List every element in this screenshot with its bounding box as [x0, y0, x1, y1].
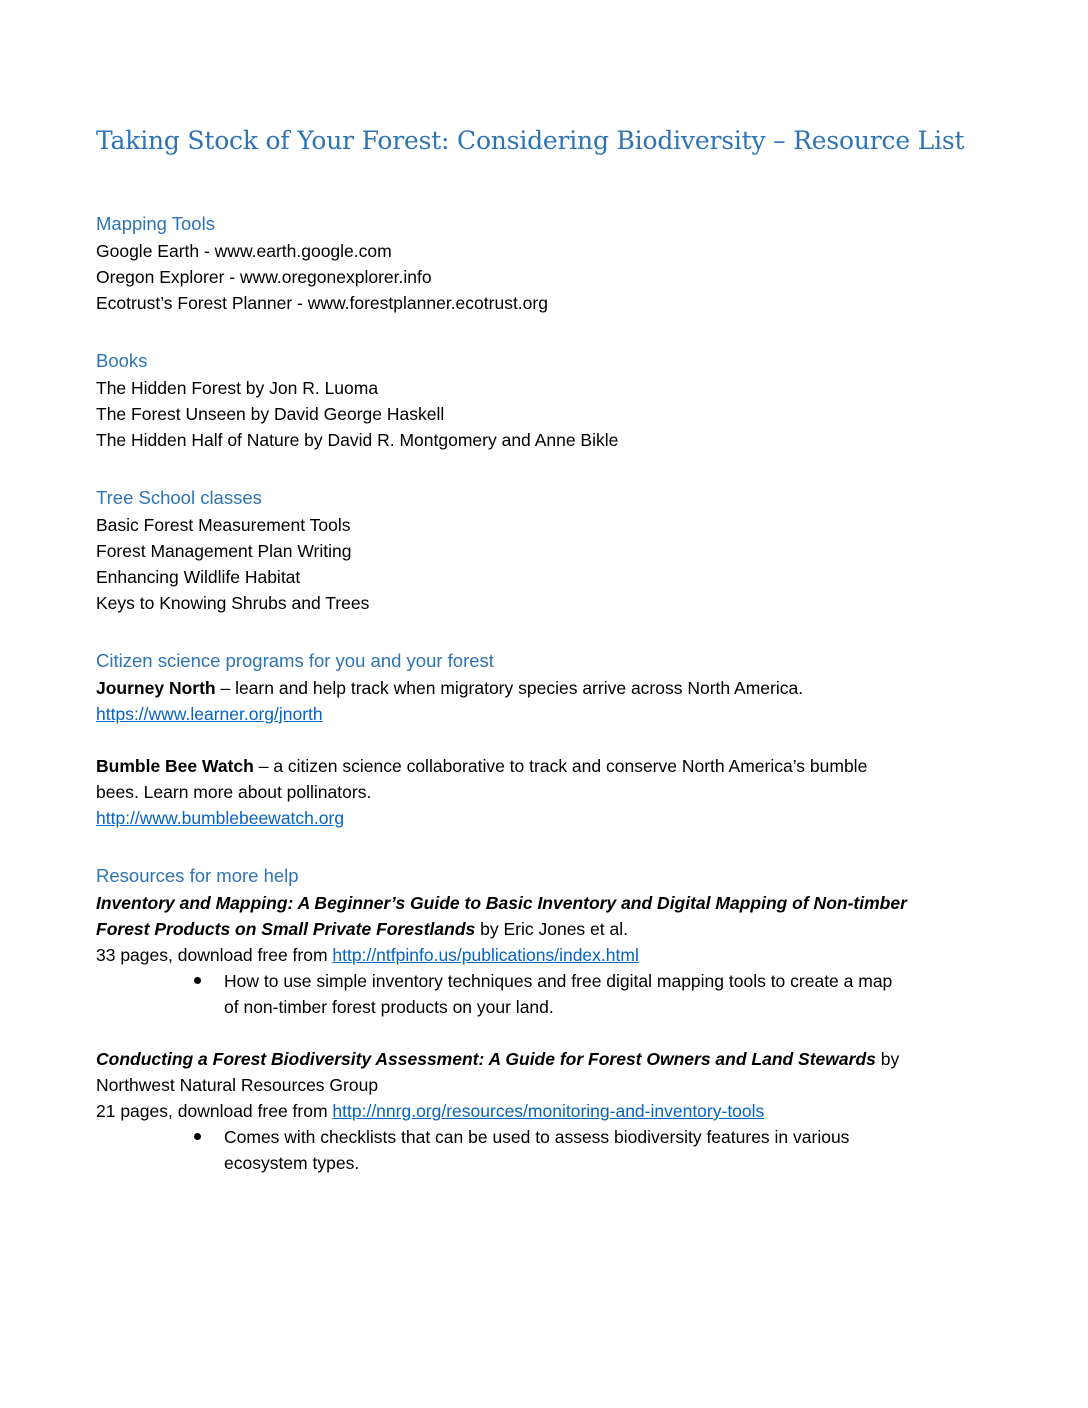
- resource-2-title: Conducting a Forest Biodiversity Assessment: A Guide for Forest Owners and Land Stewards: [96, 1049, 876, 1069]
- class-item: Keys to Knowing Shrubs and Trees: [96, 593, 370, 613]
- bumble-bee-desc-1: – a citizen science collaborative to track and conserve North America’s bumble: [253, 756, 868, 776]
- journey-north-desc: – learn and help track when migratory species arrive across North America.: [215, 678, 804, 698]
- class-item: Forest Management Plan Writing: [96, 541, 352, 561]
- mapping-tools-section: [96, 210, 996, 316]
- resource-2-author: Northwest Natural Resources Group: [96, 1075, 379, 1095]
- mapping-item-forest-planner: Ecotrust’s Forest Planner - www.forestplanner.ecotrust.org: [96, 293, 548, 313]
- resource-1-title-line-1: Inventory and Mapping: A Beginner’s Guide to Basic Inventory and Digital Mapping of Non-timber: [96, 893, 907, 913]
- class-item: Basic Forest Measurement Tools: [96, 515, 351, 535]
- resource-2-by: by: [875, 1049, 900, 1069]
- class-item: Enhancing Wildlife Habitat: [96, 567, 301, 587]
- bullet-icon: [194, 1133, 201, 1140]
- journey-north-link-line: [96, 701, 996, 727]
- resource-2-link[interactable]: http://nnrg.org/resources/monitoring-and-inventory-tools: [332, 1101, 765, 1121]
- mapping-item-google-earth: Google Earth - www.earth.google.com: [96, 241, 392, 261]
- resource-1-author: by Eric Jones et al.: [475, 919, 628, 939]
- resource-2-title-line: [96, 1046, 996, 1072]
- resource-2-bullets: [96, 1124, 996, 1176]
- page-title: Taking Stock of Your Forest: Considering Biodiversity – Resource List: [96, 126, 965, 155]
- bumble-bee-name: Bumble Bee Watch: [96, 756, 254, 776]
- books-heading: Books: [96, 350, 148, 371]
- bumble-bee-link[interactable]: http://www.bumblebeewatch.org: [96, 808, 345, 828]
- book-item: The Hidden Half of Nature by David R. Montgomery and Anne Bikle: [96, 430, 619, 450]
- journey-north-name: Journey North: [96, 678, 216, 698]
- journey-north-link[interactable]: https://www.learner.org/jnorth: [96, 704, 323, 724]
- book-item: The Forest Unseen by David George Haskell: [96, 404, 445, 424]
- resource-1-title-line-2: [96, 916, 996, 942]
- resource-1-pages-line: [96, 942, 996, 968]
- resource-1-title-end: Forest Products on Small Private Forestlands: [96, 919, 476, 939]
- resources-section: [96, 862, 996, 1176]
- document-body: [96, 210, 996, 1176]
- list-item: Comes with checklists that can be used to assess biodiversity features in various ecosystem types.: [224, 1124, 996, 1176]
- bumble-bee-description: [96, 753, 996, 779]
- resource-2-pages: 21 pages, download free from: [96, 1101, 333, 1121]
- resource-1-bullets: [96, 968, 996, 1020]
- citizen-science-section: [96, 647, 996, 831]
- books-section: [96, 347, 996, 453]
- book-item: The Hidden Forest by Jon R. Luoma: [96, 378, 379, 398]
- bumble-bee-desc-2: bees. Learn more about pollinators.: [96, 782, 372, 802]
- tree-school-heading: Tree School classes: [96, 487, 262, 508]
- resources-heading: Resources for more help: [96, 865, 299, 886]
- journey-north-description: [96, 675, 996, 701]
- tree-school-section: [96, 484, 996, 616]
- resource-1-link[interactable]: http://ntfpinfo.us/publications/index.html: [332, 945, 639, 965]
- bullet-icon: [194, 977, 201, 984]
- list-item: How to use simple inventory techniques and free digital mapping tools to create a map of non-timber forest products on your land.: [224, 968, 996, 1020]
- citizen-science-heading: Citizen science programs for you and your forest: [96, 650, 494, 671]
- bumble-bee-link-line: [96, 805, 996, 831]
- resource-2-pages-line: [96, 1098, 996, 1124]
- mapping-item-oregon-explorer: Oregon Explorer - www.oregonexplorer.info: [96, 267, 432, 287]
- mapping-tools-heading: Mapping Tools: [96, 213, 215, 234]
- resource-1-pages: 33 pages, download free from: [96, 945, 333, 965]
